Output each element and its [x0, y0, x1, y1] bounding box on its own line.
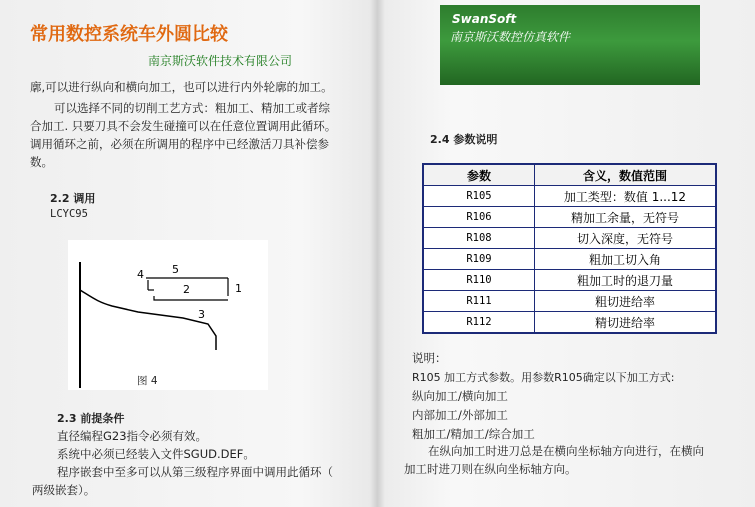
cycle-code: LCYC95	[50, 208, 88, 220]
logo-brand: SwanSoft	[452, 12, 517, 26]
note-line: 粗加工/精加工/综合加工	[412, 427, 535, 441]
figure-label-4: 4	[137, 268, 144, 281]
figure-caption: 图 4	[137, 375, 158, 387]
note-line: 纵向加工/横向加工	[412, 389, 508, 403]
note-line: 说明：	[412, 351, 447, 365]
desc-cell: 精加工余量，无符号	[535, 207, 717, 228]
company-subtitle: 南京斯沃软件技术有限公司	[148, 54, 293, 68]
table-row	[423, 207, 716, 228]
parameter-table	[422, 163, 717, 334]
param-cell: R109	[423, 249, 535, 270]
section-heading-prerequisites: 2.3 前提条件	[57, 412, 125, 425]
paragraph-line: 可以选择不同的切削工艺方式：粗加工、精加工或者综	[54, 101, 330, 115]
table-row	[423, 249, 716, 270]
header-meaning: 含义，数值范围	[535, 164, 717, 186]
param-cell: R112	[423, 312, 535, 334]
paragraph-line: 合加工. 只要刀具不会发生碰撞可以在任意位置调用此循环。	[30, 119, 337, 133]
section-heading-parameters: 2.4 参数说明	[430, 133, 498, 146]
paragraph-line: 调用循环之前，必须在所调用的程序中已经激活刀具补偿参	[30, 137, 329, 151]
figure-label-3: 3	[198, 308, 205, 321]
table-header-row	[423, 164, 716, 186]
figure-label-5: 5	[172, 263, 179, 276]
note-line: 加工时进刀则在纵向坐标轴方向。	[404, 462, 577, 476]
desc-cell: 精切进给率	[535, 312, 717, 334]
param-cell: R105	[423, 186, 535, 207]
table-row	[423, 270, 716, 291]
note-line: 内部加工/外部加工	[412, 408, 508, 422]
paragraph-line: 廓,可以进行纵向和横向加工，也可以进行内外轮廓的加工。	[30, 80, 333, 94]
swansoft-logo	[440, 5, 700, 85]
figure-4	[68, 240, 268, 390]
paragraph-line: 数。	[30, 155, 53, 169]
cycle-diagram	[68, 240, 268, 390]
section-heading-call: 2.2 调用	[50, 192, 96, 205]
desc-cell: 粗加工切入角	[535, 249, 717, 270]
table-row	[423, 228, 716, 249]
figure-label-1: 1	[235, 282, 242, 295]
table-row	[423, 186, 716, 207]
figure-label-2: 2	[183, 283, 190, 296]
table-row	[423, 291, 716, 312]
param-cell: R108	[423, 228, 535, 249]
page-title: 常用数控系统车外圆比较	[30, 24, 228, 45]
prereq-line: 直径编程G23指令必须有效。	[57, 429, 208, 443]
right-page	[380, 0, 755, 507]
note-line: 在纵向加工时进刀总是在横向坐标轴方向进行，在横向	[428, 444, 704, 458]
desc-cell: 加工类型：数值 1...12	[535, 186, 717, 207]
table-row	[423, 312, 716, 334]
header-param: 参数	[423, 164, 535, 186]
param-cell: R110	[423, 270, 535, 291]
desc-cell: 粗切进给率	[535, 291, 717, 312]
param-cell: R111	[423, 291, 535, 312]
desc-cell: 粗加工时的退刀量	[535, 270, 717, 291]
prereq-line: 程序嵌套中至多可以从第三级程序界面中调用此循环（	[57, 465, 333, 479]
prereq-line: 两级嵌套）。	[32, 483, 96, 497]
note-line: R105 加工方式参数。用参数R105确定以下加工方式:	[412, 371, 675, 384]
prereq-line: 系统中必须已经装入文件SGUD.DEF。	[57, 447, 255, 461]
param-cell: R106	[423, 207, 535, 228]
desc-cell: 切入深度，无符号	[535, 228, 717, 249]
logo-text: 南京斯沃数控仿真软件	[450, 30, 571, 44]
